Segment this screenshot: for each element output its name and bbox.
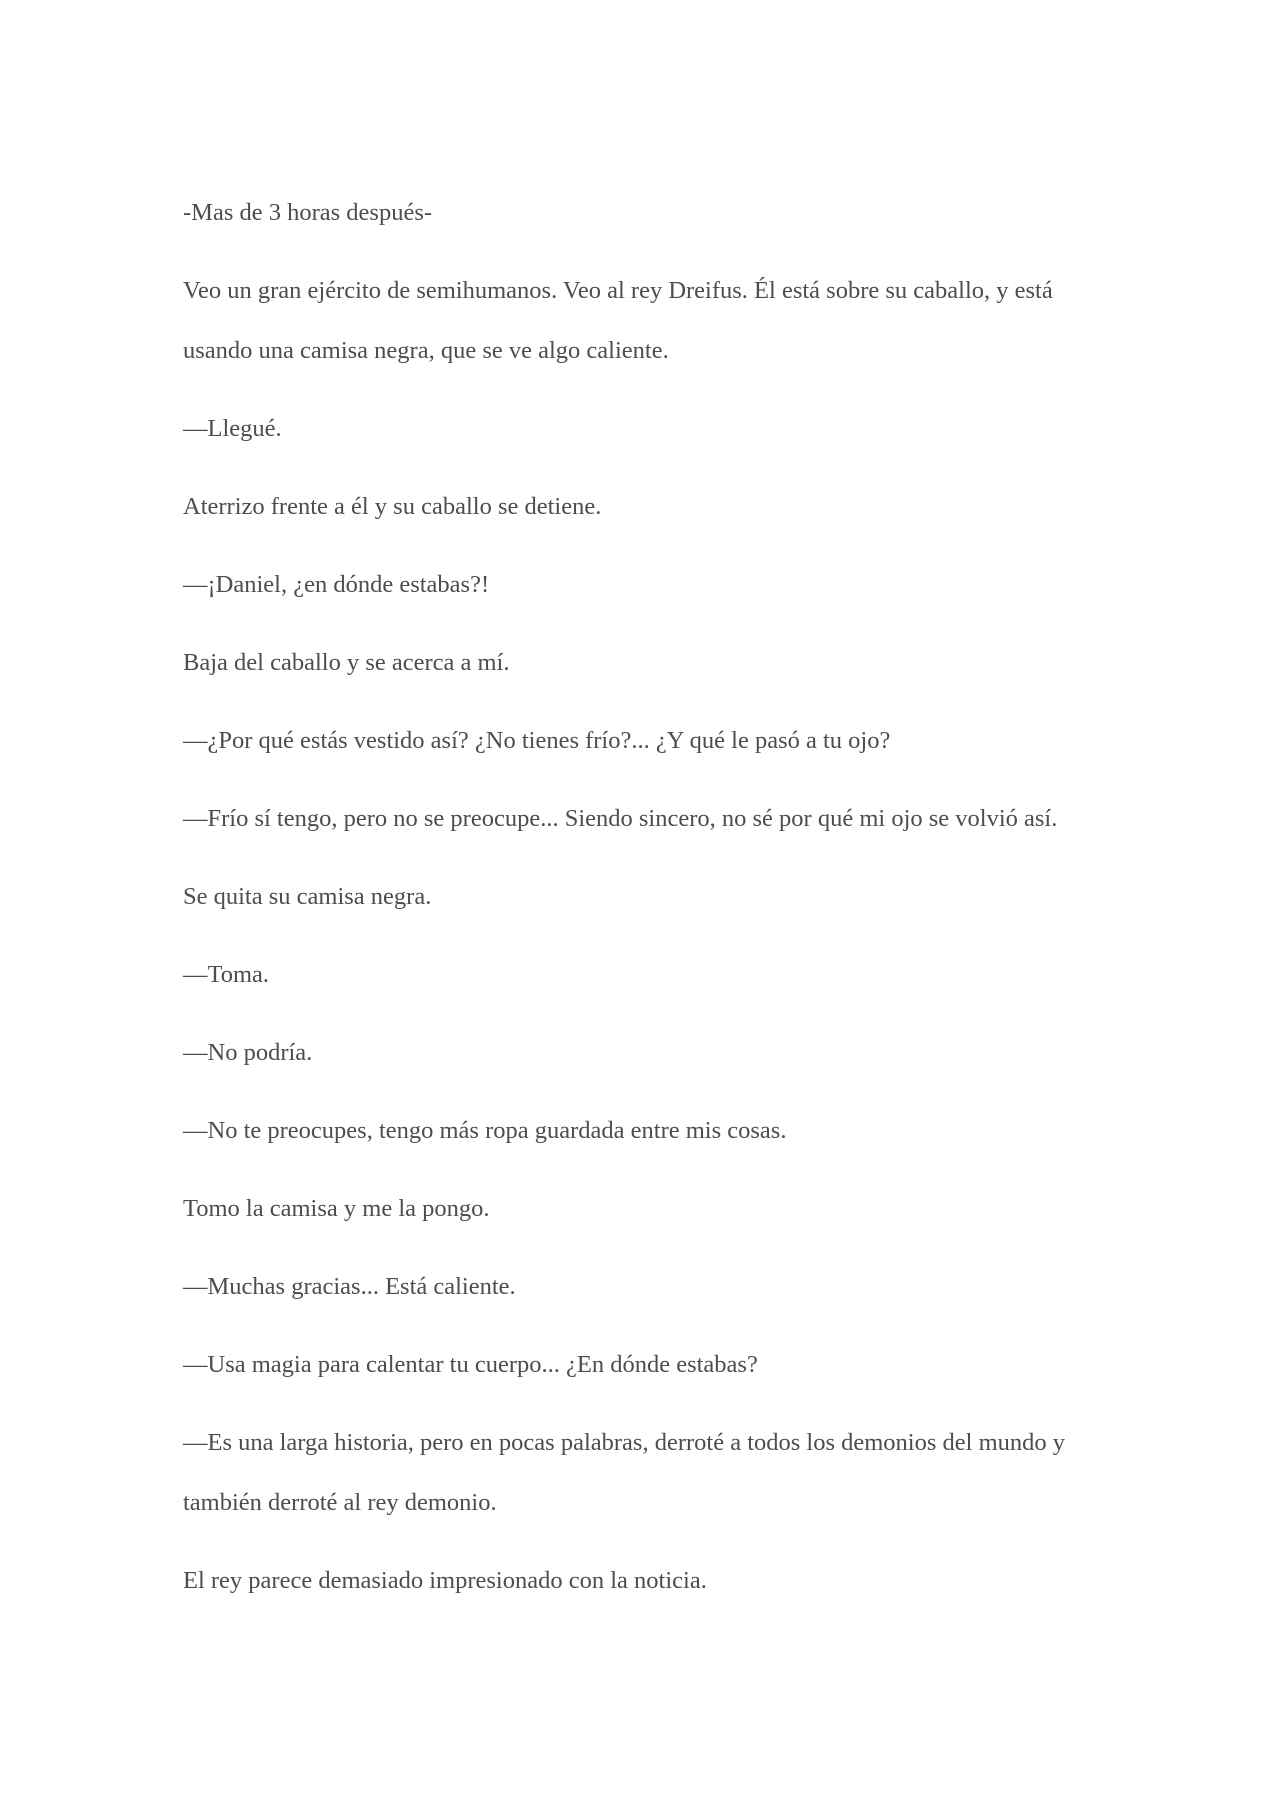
paragraph: —Frío sí tengo, pero no se preocupe... Siendo sincero, no sé por qué mi ojo se volvió así. [183,805,1058,832]
paragraph: Se quita su camisa negra. [183,883,432,910]
paragraph: —Muchas gracias... Está caliente. [183,1273,516,1300]
paragraph: —No podría. [183,1039,313,1066]
paragraph: Aterrizo frente a él y su caballo se detiene. [183,493,602,520]
paragraph: —No te preocupes, tengo más ropa guardada entre mis cosas. [183,1117,787,1144]
paragraph: —Usa magia para calentar tu cuerpo... ¿En dónde estabas? [183,1351,758,1378]
paragraph: -Mas de 3 horas después- [183,199,433,226]
paragraph: —Es una larga historia, pero en pocas palabras, derroté a todos los demonios del mundo y también derroté al rey demonio. [183,1429,1066,1516]
paragraph: Veo un gran ejército de semihumanos. Veo al rey Dreifus. Él está sobre su caballo, y está usando una camisa negra, que se ve algo caliente. [183,277,1053,364]
paragraph: El rey parece demasiado impresionado con la noticia. [183,1567,707,1594]
paragraph: —Toma. [183,961,270,988]
document-body [183,183,1123,1629]
paragraph: Tomo la camisa y me la pongo. [183,1195,490,1222]
paragraph: —Llegué. [183,415,282,442]
paragraph: Baja del caballo y se acerca a mí. [183,649,510,676]
paragraph: —¿Por qué estás vestido así? ¿No tienes frío?... ¿Y qué le pasó a tu ojo? [183,727,891,754]
paragraph: —¡Daniel, ¿en dónde estabas?! [183,571,490,598]
